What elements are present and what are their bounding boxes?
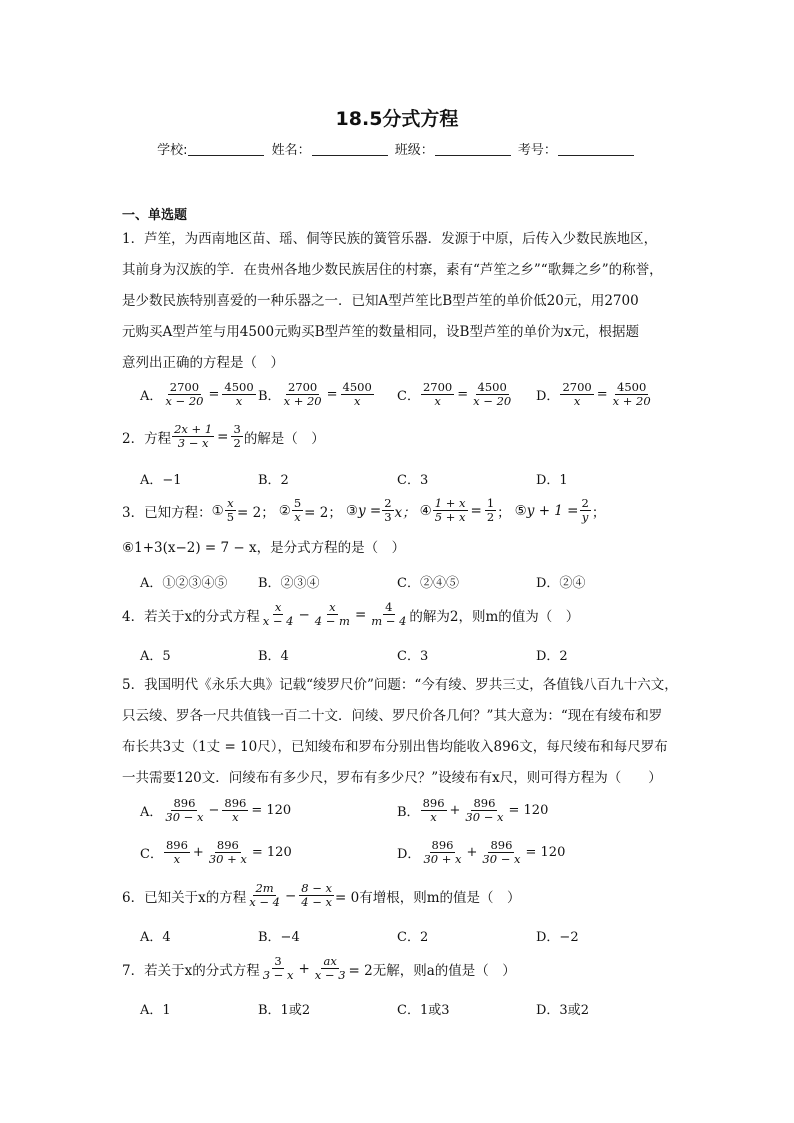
eq-lhs: y = bbox=[357, 502, 382, 519]
fraction bbox=[341, 381, 374, 408]
q6-option-d[interactable]: D．−2 bbox=[536, 930, 579, 945]
numerator: 896 bbox=[216, 838, 239, 852]
denominator: x − 4 bbox=[262, 614, 294, 628]
q2-prefix: 2．方程 bbox=[122, 430, 172, 447]
rhs: = 120 bbox=[251, 803, 292, 818]
denominator: 30 − x bbox=[165, 810, 204, 824]
fraction bbox=[225, 497, 236, 524]
denominator: 30 − x bbox=[465, 810, 504, 824]
numerator: 1 bbox=[486, 496, 495, 510]
fraction bbox=[231, 423, 242, 450]
q1-line-1: 1．芦笙，为西南地区苗、瑶、侗等民族的簧管乐器．发源于中原，后传入少数民族地区， bbox=[122, 231, 658, 247]
fraction bbox=[471, 381, 513, 408]
numerator: 3 bbox=[274, 954, 282, 968]
denominator: 5 bbox=[226, 510, 235, 524]
fraction bbox=[485, 497, 496, 524]
fraction bbox=[261, 955, 296, 982]
numerator: x bbox=[274, 600, 282, 614]
q2-option-b[interactable]: B．2 bbox=[258, 473, 289, 488]
denominator: x − 20 bbox=[473, 394, 512, 408]
q6-stem: 6．已知关于x的方程 $\frac{2m}{x - 4}$ − $\frac{8 - x}{4 - x}$ = 0有增根，则m的值是（ ） bbox=[122, 881, 521, 909]
numerator: 896 bbox=[173, 796, 196, 810]
q1-line-2: 其前身为汉族的竽．在贵州各地少数民族居住的村寨，素有“芦笙之乡”“歌舞之乡”的称誉， bbox=[122, 262, 663, 278]
numerator: 2700 bbox=[287, 380, 318, 394]
fraction bbox=[163, 381, 205, 408]
numerator: 2700 bbox=[422, 380, 453, 394]
q3-stem-line-2: ⑥1+3(x−2) = 7 − x，是分式方程的是（ ） bbox=[122, 540, 406, 556]
numerator: 8 − x bbox=[301, 881, 333, 895]
numerator: 2700 bbox=[169, 380, 200, 394]
denominator: 30 + x bbox=[423, 852, 462, 866]
numerator: 4 bbox=[385, 600, 393, 614]
school-label: 学校: bbox=[157, 143, 188, 158]
numerator: 4500 bbox=[617, 380, 647, 394]
q3-option-c[interactable]: C．②④⑤ bbox=[397, 576, 459, 591]
fraction bbox=[421, 381, 454, 408]
denominator: 3 bbox=[384, 510, 392, 524]
q3-option-b[interactable]: B．②③④ bbox=[258, 576, 320, 591]
numerator: 4500 bbox=[342, 380, 372, 394]
fraction bbox=[421, 839, 463, 866]
rhs: = 120 bbox=[525, 845, 566, 860]
denominator: x bbox=[353, 394, 361, 408]
denominator: x bbox=[232, 810, 239, 824]
numerator: 2 bbox=[384, 496, 392, 510]
q6-suffix: = 0有增根，则m的值是（ ） bbox=[335, 889, 521, 906]
q4-stem: 4．若关于x的分式方程 $\frac{x}{x - 4}$ − $\frac{x}{4 - m}$ = $\frac{4}{m - 4}$ 的解为2，则m的值为（ ） bbox=[122, 600, 580, 628]
rhs: = 120 bbox=[251, 845, 292, 860]
q5-option-c[interactable] bbox=[140, 839, 294, 866]
option-label: D． bbox=[536, 389, 560, 404]
q6-prefix: 6．已知关于x的方程 bbox=[122, 889, 247, 906]
denominator: y bbox=[581, 510, 589, 524]
numerator: 2700 bbox=[562, 380, 592, 394]
q5-option-a[interactable] bbox=[140, 797, 293, 824]
numerator: 896 bbox=[224, 796, 247, 810]
q6-option-b[interactable]: B．−4 bbox=[258, 930, 300, 945]
fraction bbox=[247, 882, 282, 909]
q7-prefix: 7．若关于x的分式方程 bbox=[122, 962, 260, 979]
q3-stem-line-1: 3．已知方程： ① $\frac{x}{5}$ = 2； ② $\frac{5}{x}$ = 2； ③ y = $\frac{2}{3}$ x； ④ $\frac{1 + x}{5 + x}$ = $\frac{1}{2}$ ； ⑤ y + 1 = $\frac{2}{y}$ ； bbox=[122, 496, 606, 524]
q5-line-3: 布长共3丈（1丈 = 10尺），已知绫布和罗布分别出售均能收入896文，每尺绫布和每尺罗布 bbox=[122, 739, 668, 755]
denominator: 4 − x bbox=[301, 895, 333, 909]
q3-option-d[interactable]: D．②④ bbox=[536, 576, 586, 591]
q7-stem: 7．若关于x的分式方程 $\frac{3}{3 - x}$ + $\frac{ax}{x - 3}$ = 2无解，则a的值是（ ） bbox=[122, 954, 516, 982]
q5-line-1: 5．我国明代《永乐大典》记载“绫罗尺价”问题：“今有绫、罗共三丈，各值钱八百九十六文， bbox=[122, 677, 678, 693]
fraction bbox=[580, 497, 591, 524]
school-blank[interactable] bbox=[188, 143, 264, 156]
numerator: 4500 bbox=[224, 380, 254, 394]
q3-option-a[interactable]: A．①②③④⑤ bbox=[140, 576, 228, 591]
q7-option-d[interactable]: D．3或2 bbox=[536, 1003, 589, 1018]
operator: + bbox=[449, 803, 461, 818]
fraction bbox=[164, 839, 190, 866]
q2-option-c[interactable]: C．3 bbox=[397, 473, 429, 488]
option-label: B． bbox=[258, 389, 281, 404]
q7-option-b[interactable]: B．1或2 bbox=[258, 1003, 311, 1018]
eq-lhs: y + 1 = bbox=[526, 502, 579, 519]
denominator: 4 − m bbox=[314, 614, 350, 628]
denominator: x bbox=[173, 852, 181, 866]
fraction bbox=[463, 797, 505, 824]
q7-option-a[interactable]: A．1 bbox=[140, 1003, 171, 1018]
q1-option-b[interactable]: B． $\frac{2700}{x + 20}$ = $\frac{4500}{x}$ bbox=[258, 380, 372, 408]
q4-option-d[interactable]: D．2 bbox=[536, 649, 568, 664]
denominator: 2 bbox=[233, 436, 241, 450]
eq-end: ； bbox=[497, 504, 511, 521]
denominator: x − 20 bbox=[165, 394, 204, 408]
q1-line-4: 元购买A型芦笙与用4500元购买B型芦笙的数量相同，设B型芦笙的单价为x元，根据题 bbox=[122, 324, 640, 340]
numerator: 896 bbox=[165, 838, 188, 852]
numerator: 896 bbox=[490, 838, 513, 852]
option-label: B． bbox=[397, 805, 420, 820]
numerator: 896 bbox=[422, 796, 445, 810]
class-blank[interactable] bbox=[435, 143, 511, 156]
fraction bbox=[261, 601, 296, 628]
denominator: 30 − x bbox=[482, 852, 521, 866]
q6-option-a[interactable]: A．4 bbox=[140, 930, 171, 945]
q2-stem: 2．方程 $\frac{2x + 1}{3 - x}$ = $\frac{3}{2}$ 的解是（ ） bbox=[122, 422, 325, 450]
numerator: 2x + 1 bbox=[174, 422, 213, 436]
fraction bbox=[611, 381, 653, 408]
q5-option-d[interactable] bbox=[397, 839, 567, 866]
numerator: 896 bbox=[431, 838, 454, 852]
denominator: 30 + x bbox=[208, 852, 247, 866]
section-heading: 一、单选题 bbox=[122, 208, 188, 223]
q1-option-a[interactable]: A． $\frac{2700}{x - 20}$ = $\frac{4500}{x}$ bbox=[140, 380, 254, 408]
numerator: 4500 bbox=[477, 380, 507, 394]
q4-prefix: 4．若关于x的分式方程 bbox=[122, 608, 260, 625]
fraction bbox=[480, 839, 522, 866]
operator: + bbox=[466, 845, 478, 860]
q6-option-c[interactable]: C．2 bbox=[397, 930, 429, 945]
eq-label: ③ bbox=[345, 502, 358, 519]
numerator: 3 bbox=[233, 422, 241, 436]
denominator: x bbox=[430, 810, 437, 824]
q7-option-c[interactable]: C．1或3 bbox=[397, 1003, 450, 1018]
numerator: 896 bbox=[473, 796, 496, 810]
fraction bbox=[313, 601, 352, 628]
option-label: C． bbox=[140, 847, 163, 862]
fraction bbox=[163, 797, 205, 824]
q4-option-b[interactable]: B．4 bbox=[258, 649, 289, 664]
numerator: 1 + x bbox=[434, 496, 466, 510]
fraction bbox=[433, 497, 468, 524]
denominator: x + 20 bbox=[612, 394, 651, 408]
denominator: x bbox=[235, 394, 243, 408]
fraction bbox=[299, 882, 334, 909]
fraction bbox=[369, 601, 408, 628]
fraction bbox=[382, 497, 393, 524]
eq-rhs: = 2； bbox=[237, 504, 275, 521]
eq-label: ② bbox=[278, 502, 291, 519]
exam-number-label: 考号： bbox=[517, 143, 557, 158]
fraction bbox=[292, 497, 303, 524]
eq-label: ④ bbox=[419, 502, 432, 519]
page-title: 18.5分式方程 bbox=[335, 108, 459, 130]
option-label: A． bbox=[140, 805, 163, 820]
exam-number-blank[interactable] bbox=[558, 143, 634, 156]
q5-line-4: 一共需要120文．问绫布有多少尺，罗布有多少尺？”设绫布有x尺，则可得方程为（ ） bbox=[122, 770, 662, 786]
q7-suffix: = 2无解，则a的值是（ ） bbox=[348, 962, 516, 979]
q4-option-c[interactable]: C．3 bbox=[397, 649, 429, 664]
q2-suffix: 的解是（ ） bbox=[243, 430, 325, 447]
operator: − bbox=[208, 803, 220, 818]
denominator: 3 − x bbox=[262, 968, 294, 982]
denominator: x bbox=[294, 510, 301, 524]
eq-rhs: = 2； bbox=[304, 504, 342, 521]
eq-rhs: x； bbox=[394, 504, 416, 521]
fraction bbox=[421, 797, 447, 824]
operator: + bbox=[192, 845, 204, 860]
denominator: 5 + x bbox=[434, 510, 466, 524]
denominator: 3 − x bbox=[177, 436, 209, 450]
denominator: x bbox=[573, 394, 581, 408]
eq-label: ① bbox=[211, 502, 224, 519]
name-blank[interactable] bbox=[312, 143, 388, 156]
denominator: x − 3 bbox=[314, 968, 346, 982]
fraction bbox=[222, 381, 255, 408]
denominator: x bbox=[434, 394, 441, 408]
denominator: x − 4 bbox=[249, 895, 280, 909]
fraction bbox=[172, 423, 214, 450]
q4-option-a[interactable]: A．5 bbox=[140, 649, 171, 664]
numerator: 2m bbox=[255, 881, 274, 895]
denominator: m − 4 bbox=[371, 614, 407, 628]
q3-prefix: 3．已知方程： bbox=[122, 504, 212, 521]
eq-label: ⑤ bbox=[514, 502, 527, 519]
fraction bbox=[207, 839, 249, 866]
q1-line-5: 意列出正确的方程是（ ） bbox=[122, 355, 284, 371]
option-label: C． bbox=[397, 389, 420, 404]
q2-option-d[interactable]: D．1 bbox=[536, 473, 568, 488]
q1-option-d[interactable]: D． $\frac{2700}{x}$ = $\frac{4500}{x + 20}$ bbox=[536, 380, 651, 408]
numerator: 2 bbox=[581, 496, 589, 510]
numerator: 5 bbox=[293, 496, 302, 510]
q5-option-b[interactable] bbox=[397, 797, 550, 824]
q2-option-a[interactable]: A．−1 bbox=[140, 473, 182, 488]
option-label: A． bbox=[140, 389, 163, 404]
q1-option-c[interactable]: C． $\frac{2700}{x}$ = $\frac{4500}{x - 20}$ bbox=[397, 380, 512, 408]
q4-suffix: 的解为2，则m的值为（ ） bbox=[409, 608, 580, 625]
fraction bbox=[282, 381, 324, 408]
q1-line-3: 是少数民族特别喜爱的一种乐器之一．已知A型芦笙比B型芦笙的单价低20元，用2700 bbox=[122, 293, 639, 309]
denominator: 2 bbox=[486, 510, 495, 524]
denominator: x + 20 bbox=[283, 394, 322, 408]
class-label: 班级： bbox=[394, 143, 434, 158]
eq-end: ； bbox=[591, 504, 606, 521]
fraction bbox=[560, 381, 593, 408]
numerator: x bbox=[227, 496, 234, 510]
rhs: = 120 bbox=[508, 803, 549, 818]
numerator: ax bbox=[323, 954, 337, 968]
numerator: x bbox=[329, 600, 336, 614]
name-label: 姓名： bbox=[271, 143, 311, 158]
option-label: D． bbox=[397, 847, 421, 862]
q5-line-2: 只云绫、罗各一尺共值钱一百二十文．问绫、罗尺价各几何？”其大意为：“现在有绫布和罗 bbox=[122, 708, 663, 724]
fraction bbox=[222, 797, 248, 824]
student-info-line bbox=[0, 139, 794, 158]
fraction bbox=[313, 955, 348, 982]
